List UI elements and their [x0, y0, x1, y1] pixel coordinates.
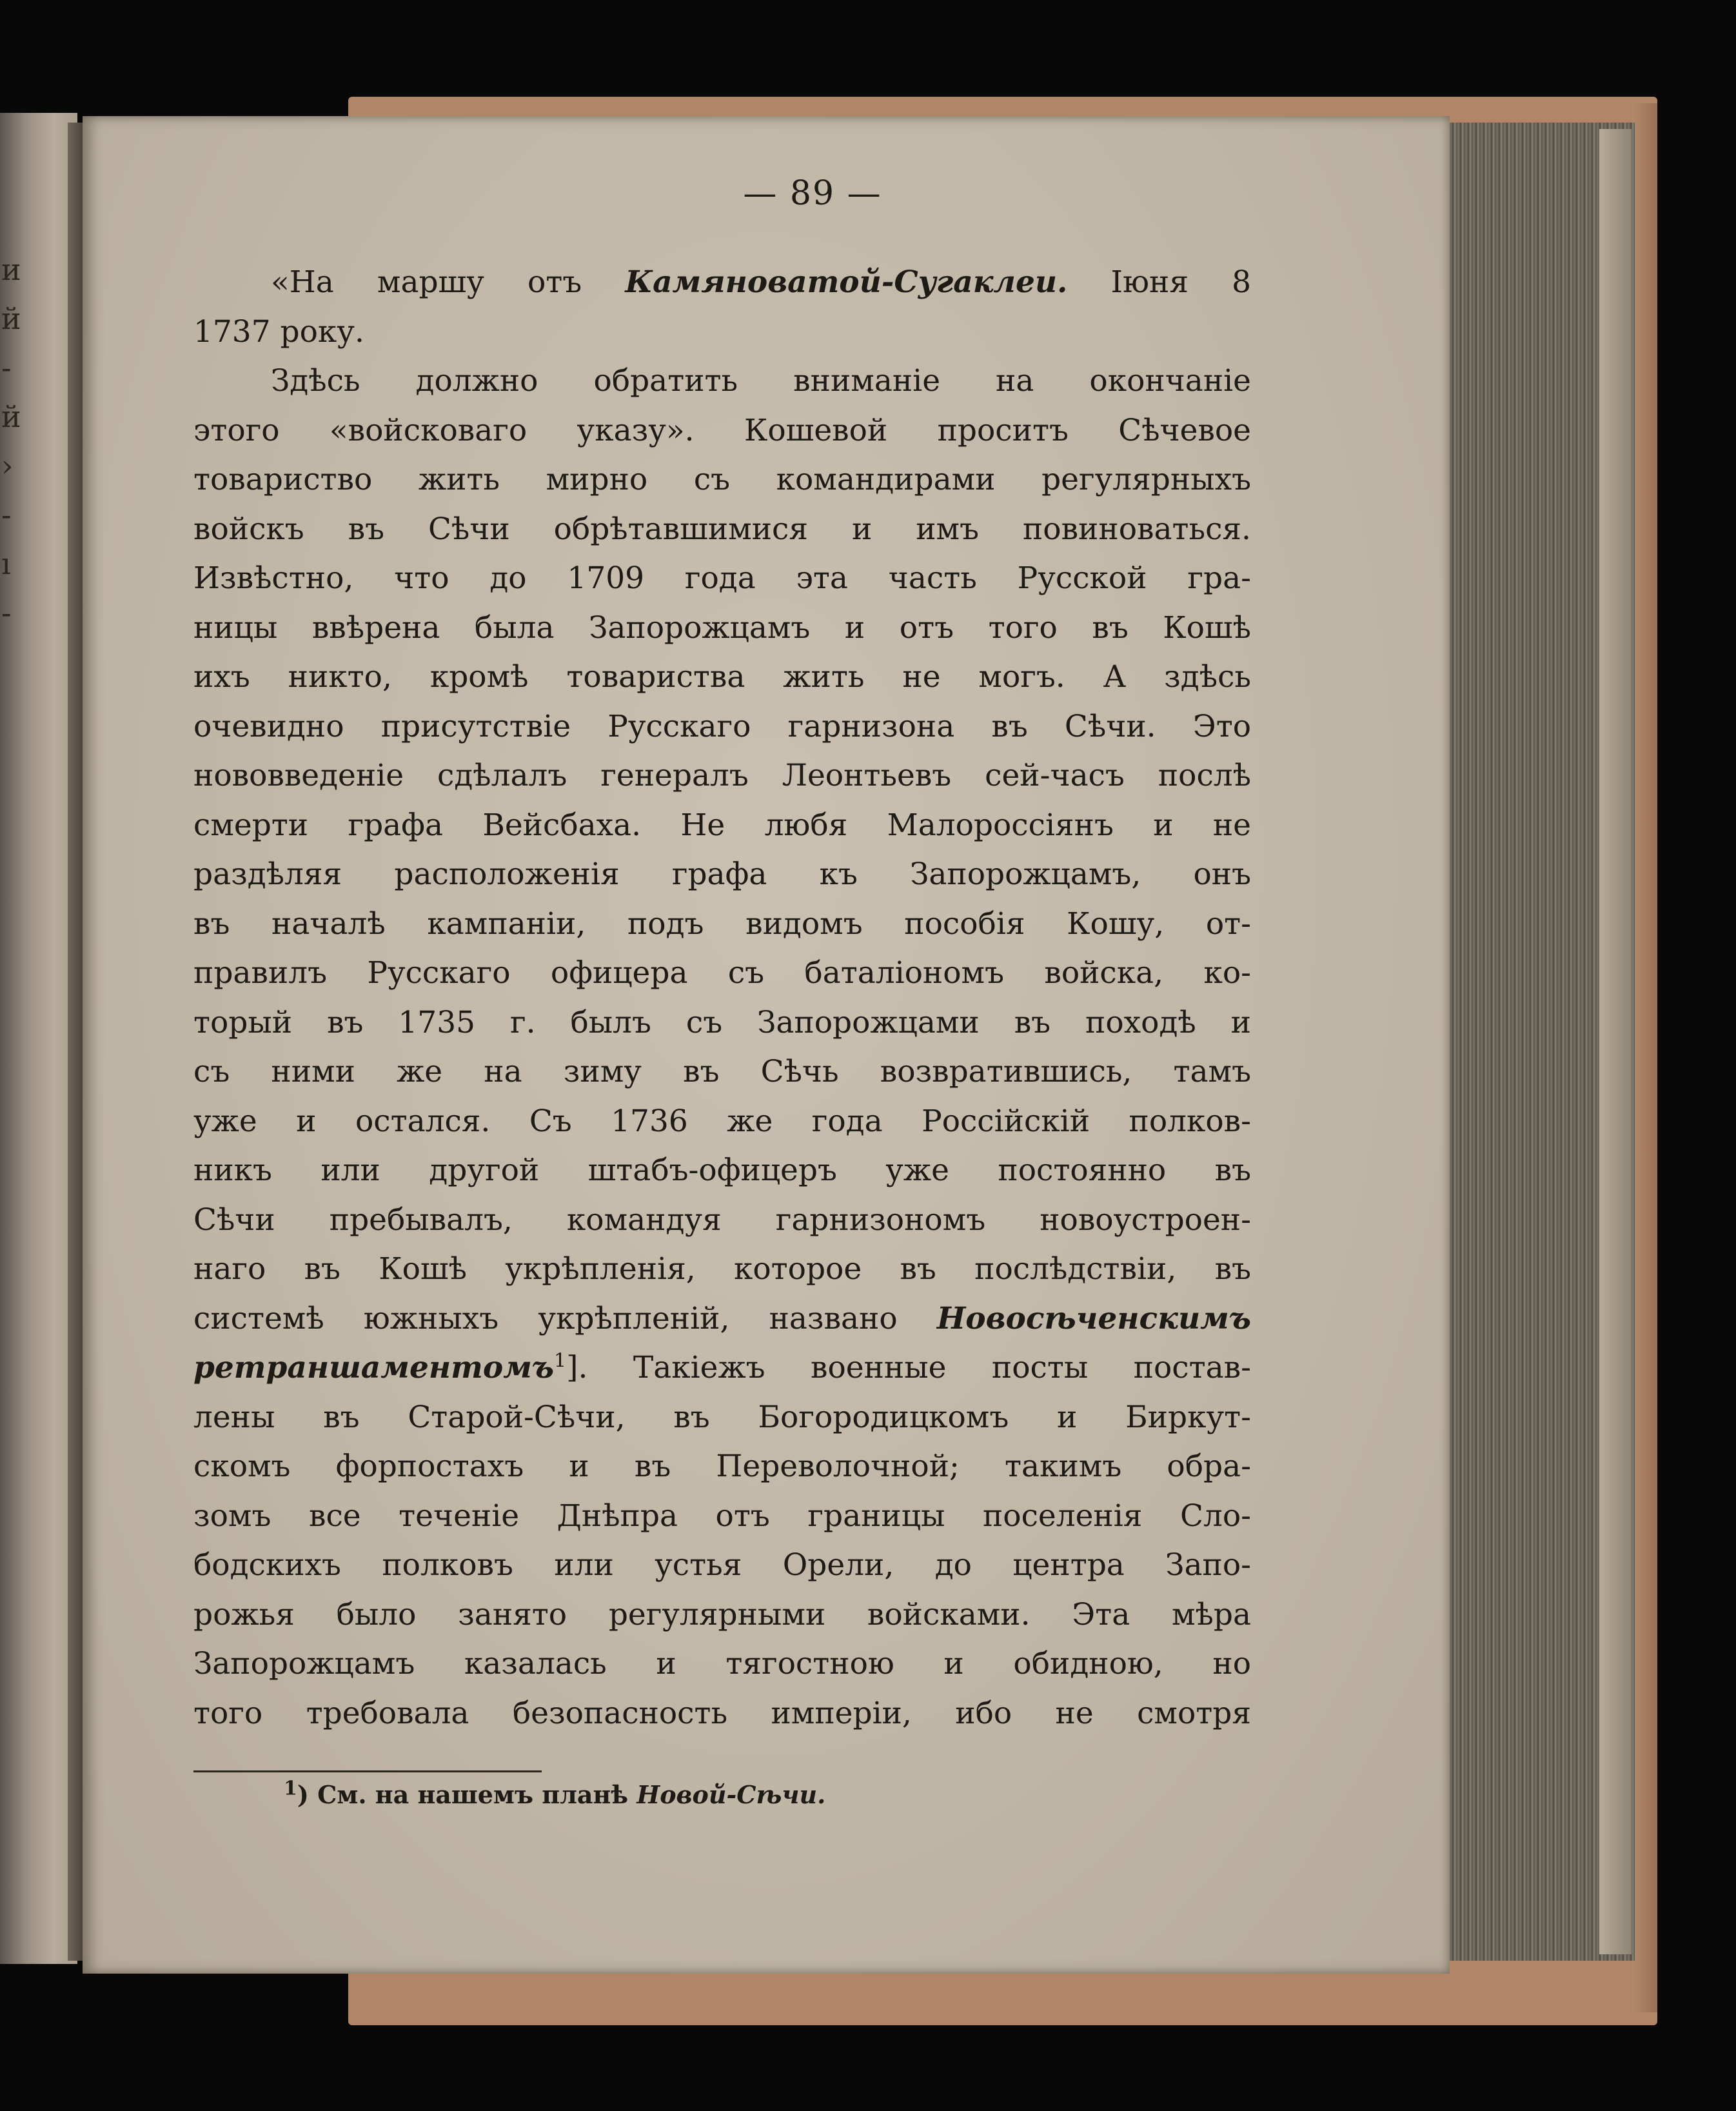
- footnote-reference: 1: [554, 1349, 567, 1373]
- footnote-rule: [193, 1770, 542, 1772]
- footnote: [284, 1777, 826, 1809]
- line-text: системѣ южныхъ укрѣпленій, названо: [193, 1300, 937, 1336]
- text-line: [193, 1541, 1251, 1591]
- line-text: Здѣсь должно обратить вниманіе на окончаніе: [271, 363, 1251, 399]
- page-number: — 89 —: [743, 174, 882, 213]
- line-text: рожья было занято регулярными войсками. Эта мѣра: [193, 1596, 1251, 1632]
- page-stack-highlight: [1599, 129, 1632, 1954]
- cover-edge: [1632, 103, 1657, 2012]
- text-line: [193, 1591, 1251, 1640]
- left-page-fragment: й: [1, 399, 21, 434]
- left-page-text-fragments: [1, 245, 21, 637]
- line-text: Извѣстно, что до 1709 года эта часть Русской гра-: [193, 560, 1251, 596]
- line-text: нововведеніе сдѣлалъ генералъ Леонтьевъ сей-часъ послѣ: [193, 758, 1251, 793]
- line-text: въ началѣ кампаніи, подъ видомъ пособія Кошу, от-: [193, 906, 1251, 942]
- left-page-fragment: -: [1, 497, 12, 532]
- line-text: того требовала безопасность имперіи, ибо не смотря: [193, 1695, 1251, 1731]
- left-page-fragment: и: [1, 252, 21, 287]
- footnote-text: ) См. на нашемъ планѣ: [297, 1780, 637, 1809]
- line-text: товариство жить мирно съ командирами регулярныхъ: [193, 462, 1251, 497]
- text-line: [193, 1492, 1251, 1541]
- footnote-emphasis: Новой-Сѣчи.: [636, 1780, 826, 1809]
- text-line: [193, 998, 1251, 1048]
- text-line: [193, 406, 1251, 456]
- text-line: [193, 1097, 1251, 1147]
- line-text: очевидно присутствіе Русскаго гарнизона въ Сѣчи. Это: [193, 708, 1251, 744]
- text-line: [193, 308, 1251, 357]
- footnote-marker: 1: [284, 1777, 297, 1800]
- text-line: [193, 949, 1251, 998]
- body-text: [193, 258, 1251, 1738]
- line-text: ]. Такіежъ военные посты постав-: [566, 1350, 1251, 1385]
- line-text: Запорожцамъ казалась и тягостною и обидною, но: [193, 1646, 1251, 1681]
- line-text: никъ или другой штабъ-офицеръ уже постоянно въ: [193, 1153, 1251, 1188]
- line-text: съ ними же на зиму въ Сѣчь возвратившись, тамъ: [193, 1054, 1251, 1089]
- emphasized-text: ретраншаментомъ: [193, 1350, 555, 1385]
- line-text: бодскихъ полковъ или устья Орели, до центра Запо-: [193, 1547, 1251, 1583]
- text-line: [193, 850, 1251, 900]
- text-line: [193, 505, 1251, 555]
- left-page-fragment: ı: [1, 546, 11, 581]
- line-text: торый въ 1735 г. былъ съ Запорожцами въ походѣ и: [193, 1004, 1251, 1040]
- text-line: [193, 1047, 1251, 1097]
- line-text: этого «войсковаго указу». Кошевой проситъ Сѣчевое: [193, 412, 1251, 448]
- line-text: 1737 року.: [193, 313, 364, 350]
- text-line: [193, 357, 1251, 406]
- text-line: [193, 1245, 1251, 1294]
- line-text: смерти графа Вейсбаха. Не любя Малороссіянъ и не: [193, 807, 1251, 843]
- text-line: [193, 1442, 1251, 1492]
- emphasized-text: Новосѣченскимъ: [936, 1300, 1251, 1336]
- text-line: [193, 900, 1251, 949]
- line-text: правилъ Русскаго офицера съ баталіономъ войска, ко-: [193, 955, 1251, 991]
- text-line: [193, 1196, 1251, 1245]
- text-line: [193, 1343, 1251, 1393]
- left-page-fragment: й: [1, 301, 21, 336]
- text-line: [193, 258, 1251, 308]
- line-text: наго въ Кошѣ укрѣпленія, которое въ послѣдствіи, въ: [193, 1251, 1251, 1287]
- line-text: уже и остался. Съ 1736 же года Россійскій полков-: [193, 1103, 1251, 1139]
- line-text: лены въ Старой-Сѣчи, въ Богородицкомъ и Биркут-: [193, 1399, 1251, 1435]
- text-line: [193, 1294, 1251, 1344]
- text-line: [193, 455, 1251, 505]
- line-text: ихъ никто, кромѣ товариства жить не могъ. А здѣсь: [193, 659, 1251, 695]
- line-text: скомъ форпостахъ и въ Переволочной; такимъ обра-: [193, 1449, 1251, 1484]
- text-line: [193, 1393, 1251, 1443]
- text-line: [193, 604, 1251, 653]
- line-text: ницы ввѣрена была Запорожцамъ и отъ того въ Кошѣ: [193, 610, 1251, 646]
- text-line: [193, 653, 1251, 702]
- line-text: раздѣляя расположенія графа къ Запорожцамъ, онъ: [193, 857, 1251, 892]
- line-text: зомъ все теченіе Днѣпра отъ границы поселенія Сло-: [193, 1498, 1251, 1534]
- text-line: [193, 1640, 1251, 1689]
- text-line: [193, 801, 1251, 851]
- text-line: [193, 751, 1251, 801]
- text-line: [193, 1689, 1251, 1739]
- text-line: [193, 554, 1251, 604]
- left-page-fragment: ›: [1, 448, 14, 483]
- emphasized-text: Камяноватой-Сугаклеи.: [625, 264, 1068, 300]
- line-text: Іюня 8: [1067, 264, 1251, 300]
- text-line: [193, 1146, 1251, 1196]
- line-text: Сѣчи пребывалъ, командуя гарнизономъ новоустроен-: [193, 1202, 1251, 1238]
- line-text: «На маршу отъ: [271, 264, 626, 300]
- text-line: [193, 702, 1251, 752]
- left-page-fragment: -: [1, 350, 12, 385]
- line-text: войскъ въ Сѣчи обрѣтавшимися и имъ повиноваться.: [193, 511, 1251, 547]
- left-page-fragment: -: [1, 595, 12, 630]
